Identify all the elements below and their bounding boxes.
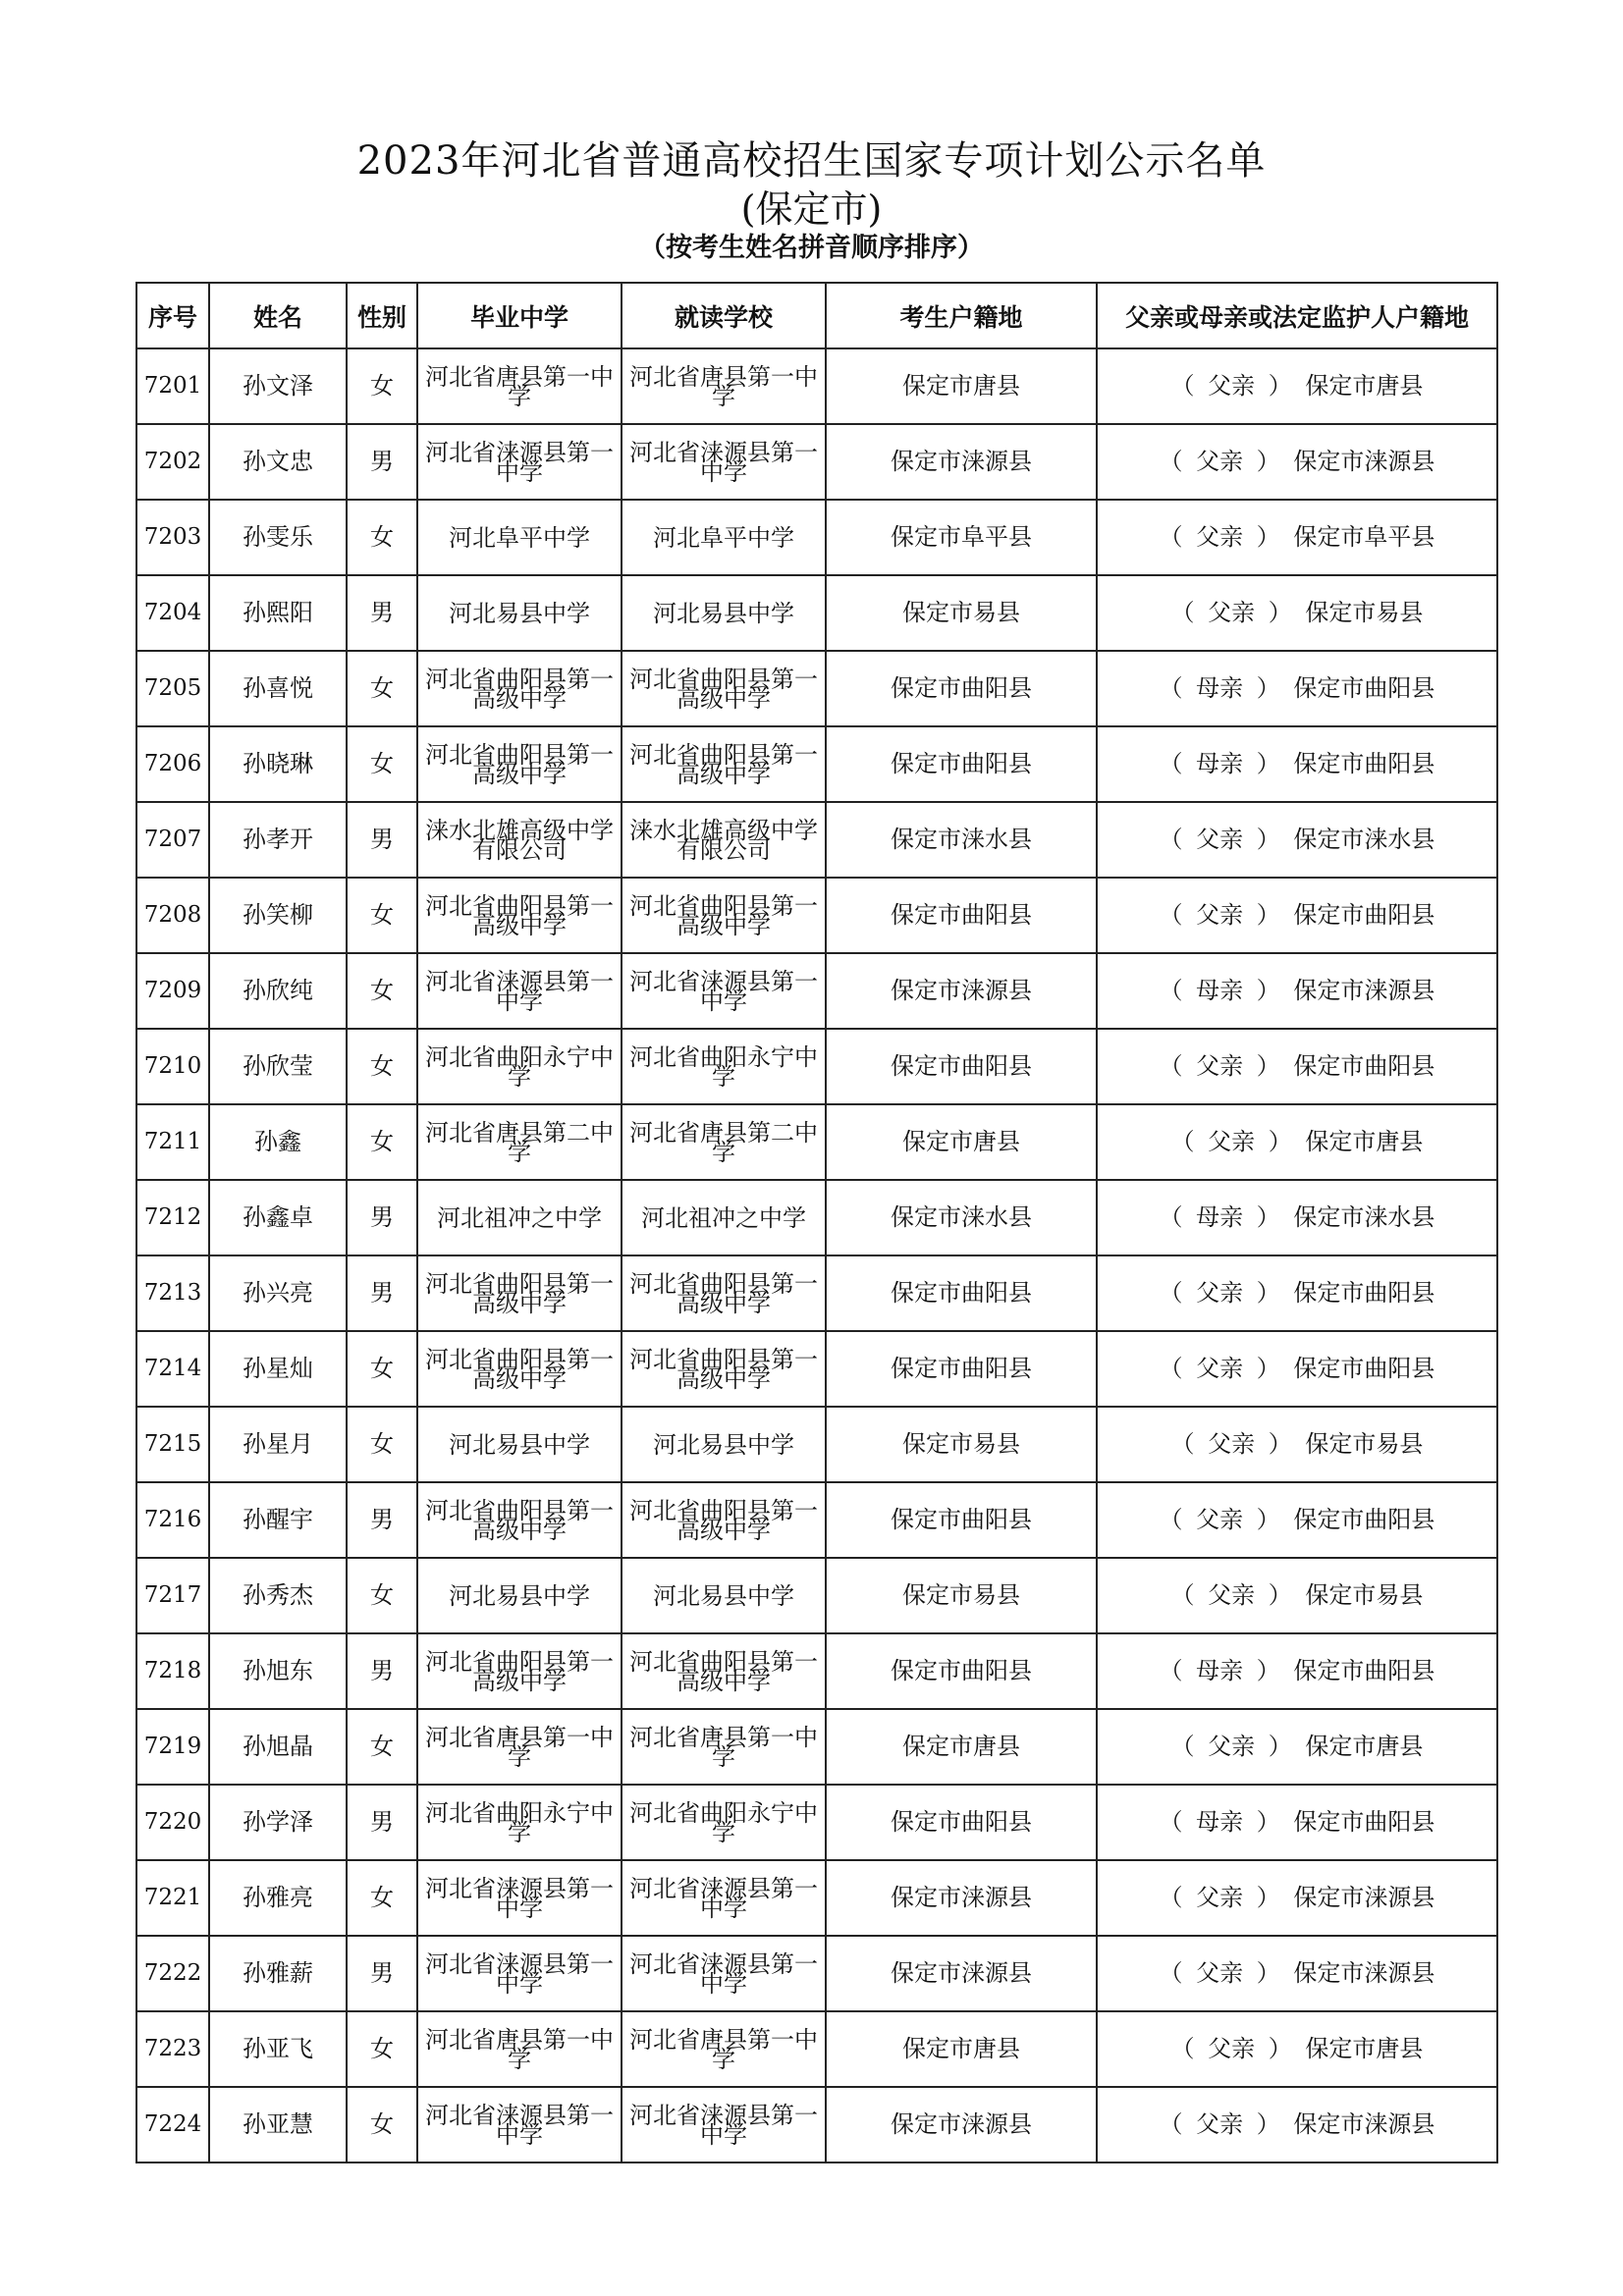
cell-gender: 女 [347,651,417,726]
cell-household-registration: 保定市涞源县 [826,2087,1097,2163]
cell-household-registration: 保定市曲阳县 [826,651,1097,726]
cell-current-school: 河北省曲阳县第一高级中学 [622,1255,826,1331]
cell-guardian-registration: （ 父亲 ） 保定市唐县 [1097,1709,1497,1785]
table-row [136,424,1497,500]
header-seq: 序号 [136,283,209,348]
cell-name: 孙亚飞 [209,2011,347,2087]
cell-guardian-registration: （ 父亲 ） 保定市唐县 [1097,2011,1497,2087]
cell-graduation-school: 河北省涞源县第一中学 [417,953,622,1029]
cell-name: 孙欣纯 [209,953,347,1029]
cell-guardian-registration: （ 父亲 ） 保定市曲阳县 [1097,1029,1497,1104]
table-row [136,1104,1497,1180]
cell-graduation-school: 河北易县中学 [417,1407,622,1482]
cell-guardian-registration: （ 父亲 ） 保定市易县 [1097,575,1497,651]
cell-gender: 男 [347,1785,417,1860]
table-row [136,1936,1497,2011]
table-row [136,953,1497,1029]
table-row [136,878,1497,953]
cell-gender: 男 [347,424,417,500]
cell-household-registration: 保定市涞源县 [826,1860,1097,1936]
table-row [136,1029,1497,1104]
header-household-registration: 考生户籍地 [826,283,1097,348]
cell-gender: 女 [347,1331,417,1407]
cell-guardian-registration: （ 父亲 ） 保定市涞水县 [1097,802,1497,878]
cell-gender: 男 [347,1180,417,1255]
cell-name: 孙兴亮 [209,1255,347,1331]
cell-seq: 7215 [136,1407,209,1482]
cell-gender: 女 [347,878,417,953]
cell-seq: 7209 [136,953,209,1029]
cell-current-school: 河北祖冲之中学 [622,1180,826,1255]
cell-name: 孙孝开 [209,802,347,878]
cell-household-registration: 保定市唐县 [826,348,1097,424]
cell-guardian-registration: （ 父亲 ） 保定市唐县 [1097,348,1497,424]
cell-gender: 男 [347,575,417,651]
cell-seq: 7218 [136,1633,209,1709]
cell-household-registration: 保定市涞水县 [826,802,1097,878]
cell-gender: 女 [347,726,417,802]
table-row [136,348,1497,424]
cell-gender: 女 [347,953,417,1029]
cell-gender: 男 [347,1936,417,2011]
cell-gender: 女 [347,500,417,575]
cell-graduation-school: 河北省曲阳县第一高级中学 [417,726,622,802]
cell-current-school: 河北省涞源县第一中学 [622,2087,826,2163]
cell-seq: 7211 [136,1104,209,1180]
cell-household-registration: 保定市曲阳县 [826,1255,1097,1331]
cell-name: 孙鑫卓 [209,1180,347,1255]
cell-name: 孙晓琳 [209,726,347,802]
header-current-school: 就读学校 [622,283,826,348]
cell-guardian-registration: （ 父亲 ） 保定市曲阳县 [1097,1331,1497,1407]
header-guardian-registration: 父亲或母亲或法定监护人户籍地 [1097,283,1497,348]
cell-gender: 男 [347,1633,417,1709]
cell-current-school: 河北省唐县第一中学 [622,348,826,424]
header-name: 姓名 [209,283,347,348]
cell-seq: 7203 [136,500,209,575]
cell-graduation-school: 河北阜平中学 [417,500,622,575]
cell-graduation-school: 河北省曲阳县第一高级中学 [417,878,622,953]
cell-household-registration: 保定市曲阳县 [826,1029,1097,1104]
header-gender: 性别 [347,283,417,348]
cell-household-registration: 保定市涞源县 [826,424,1097,500]
cell-guardian-registration: （ 父亲 ） 保定市易县 [1097,1558,1497,1633]
cell-name: 孙秀杰 [209,1558,347,1633]
cell-graduation-school: 河北省曲阳永宁中学 [417,1029,622,1104]
cell-current-school: 河北省唐县第二中学 [622,1104,826,1180]
table-row [136,1180,1497,1255]
cell-name: 孙雯乐 [209,500,347,575]
cell-name: 孙雅薪 [209,1936,347,2011]
cell-current-school: 河北省涞源县第一中学 [622,424,826,500]
cell-guardian-registration: （ 母亲 ） 保定市曲阳县 [1097,726,1497,802]
cell-current-school: 河北易县中学 [622,575,826,651]
cell-graduation-school: 河北省唐县第一中学 [417,348,622,424]
cell-graduation-school: 涞水北雄高级中学有限公司 [417,802,622,878]
cell-current-school: 河北省曲阳永宁中学 [622,1785,826,1860]
cell-seq: 7206 [136,726,209,802]
cell-seq: 7217 [136,1558,209,1633]
cell-seq: 7201 [136,348,209,424]
cell-name: 孙学泽 [209,1785,347,1860]
cell-name: 孙欣莹 [209,1029,347,1104]
cell-seq: 7219 [136,1709,209,1785]
cell-seq: 7213 [136,1255,209,1331]
table-row [136,1860,1497,1936]
table-row [136,500,1497,575]
cell-seq: 7216 [136,1482,209,1558]
document-sort-note: （按考生姓名拼音顺序排序） [639,233,984,263]
cell-name: 孙雅亮 [209,1860,347,1936]
table-row [136,651,1497,726]
table-row [136,1558,1497,1633]
cell-name: 孙星月 [209,1407,347,1482]
table-row [136,1407,1497,1482]
cell-name: 孙笑柳 [209,878,347,953]
cell-seq: 7214 [136,1331,209,1407]
cell-gender: 女 [347,348,417,424]
cell-graduation-school: 河北省曲阳县第一高级中学 [417,1331,622,1407]
cell-seq: 7224 [136,2087,209,2163]
cell-household-registration: 保定市唐县 [826,2011,1097,2087]
cell-seq: 7205 [136,651,209,726]
cell-household-registration: 保定市涞源县 [826,953,1097,1029]
table-row [136,1255,1497,1331]
cell-graduation-school: 河北易县中学 [417,1558,622,1633]
document-subtitle: (保定市) [740,187,883,231]
cell-seq: 7221 [136,1860,209,1936]
cell-guardian-registration: （ 母亲 ） 保定市曲阳县 [1097,1633,1497,1709]
cell-guardian-registration: （ 父亲 ） 保定市涞源县 [1097,1860,1497,1936]
table-row [136,1633,1497,1709]
cell-name: 孙星灿 [209,1331,347,1407]
cell-gender: 女 [347,1104,417,1180]
cell-current-school: 河北省曲阳县第一高级中学 [622,878,826,953]
cell-name: 孙旭东 [209,1633,347,1709]
cell-gender: 女 [347,1860,417,1936]
cell-current-school: 涞水北雄高级中学有限公司 [622,802,826,878]
cell-name: 孙文泽 [209,348,347,424]
document-title: 2023年河北省普通高校招生国家专项计划公示名单 [356,138,1267,184]
header-graduation-school: 毕业中学 [417,283,622,348]
cell-current-school: 河北省涞源县第一中学 [622,953,826,1029]
cell-graduation-school: 河北省曲阳永宁中学 [417,1785,622,1860]
cell-current-school: 河北省曲阳县第一高级中学 [622,1633,826,1709]
cell-graduation-school: 河北省涞源县第一中学 [417,1936,622,2011]
cell-gender: 女 [347,1709,417,1785]
cell-graduation-school: 河北省曲阳县第一高级中学 [417,651,622,726]
cell-graduation-school: 河北省曲阳县第一高级中学 [417,1482,622,1558]
cell-household-registration: 保定市曲阳县 [826,1633,1097,1709]
cell-current-school: 河北省曲阳县第一高级中学 [622,726,826,802]
cell-seq: 7222 [136,1936,209,2011]
roster-table [135,282,1498,2163]
cell-graduation-school: 河北省唐县第一中学 [417,2011,622,2087]
cell-household-registration: 保定市涞水县 [826,1180,1097,1255]
cell-name: 孙喜悦 [209,651,347,726]
cell-graduation-school: 河北省唐县第二中学 [417,1104,622,1180]
cell-household-registration: 保定市曲阳县 [826,1331,1097,1407]
cell-seq: 7202 [136,424,209,500]
cell-guardian-registration: （ 父亲 ） 保定市易县 [1097,1407,1497,1482]
cell-guardian-registration: （ 母亲 ） 保定市涞源县 [1097,953,1497,1029]
cell-graduation-school: 河北易县中学 [417,575,622,651]
cell-current-school: 河北省曲阳县第一高级中学 [622,651,826,726]
cell-current-school: 河北省曲阳县第一高级中学 [622,1482,826,1558]
cell-seq: 7210 [136,1029,209,1104]
cell-gender: 男 [347,1255,417,1331]
cell-graduation-school: 河北省曲阳县第一高级中学 [417,1255,622,1331]
table-row [136,1331,1497,1407]
cell-name: 孙文忠 [209,424,347,500]
cell-current-school: 河北易县中学 [622,1558,826,1633]
cell-guardian-registration: （ 父亲 ） 保定市阜平县 [1097,500,1497,575]
table-row [136,575,1497,651]
cell-current-school: 河北阜平中学 [622,500,826,575]
cell-household-registration: 保定市唐县 [826,1709,1097,1785]
cell-name: 孙鑫 [209,1104,347,1180]
table-row [136,1785,1497,1860]
cell-gender: 女 [347,2011,417,2087]
cell-graduation-school: 河北省涞源县第一中学 [417,424,622,500]
cell-household-registration: 保定市易县 [826,1407,1097,1482]
cell-current-school: 河北省曲阳县第一高级中学 [622,1331,826,1407]
cell-household-registration: 保定市曲阳县 [826,878,1097,953]
cell-name: 孙亚慧 [209,2087,347,2163]
cell-guardian-registration: （ 父亲 ） 保定市曲阳县 [1097,1482,1497,1558]
cell-household-registration: 保定市阜平县 [826,500,1097,575]
cell-household-registration: 保定市易县 [826,1558,1097,1633]
cell-graduation-school: 河北省涞源县第一中学 [417,1860,622,1936]
table-row [136,1709,1497,1785]
cell-guardian-registration: （ 母亲 ） 保定市涞水县 [1097,1180,1497,1255]
cell-seq: 7207 [136,802,209,878]
cell-seq: 7212 [136,1180,209,1255]
cell-seq: 7220 [136,1785,209,1860]
cell-gender: 女 [347,2087,417,2163]
cell-gender: 女 [347,1558,417,1633]
cell-household-registration: 保定市曲阳县 [826,1482,1097,1558]
cell-household-registration: 保定市曲阳县 [826,1785,1097,1860]
cell-graduation-school: 河北省曲阳县第一高级中学 [417,1633,622,1709]
table-header-row [136,283,1497,348]
cell-guardian-registration: （ 父亲 ） 保定市涞源县 [1097,1936,1497,2011]
cell-guardian-registration: （ 父亲 ） 保定市涞源县 [1097,2087,1497,2163]
cell-gender: 女 [347,1407,417,1482]
table-row [136,726,1497,802]
cell-current-school: 河北省涞源县第一中学 [622,1860,826,1936]
cell-name: 孙熙阳 [209,575,347,651]
cell-household-registration: 保定市涞源县 [826,1936,1097,2011]
table-row [136,2087,1497,2163]
cell-current-school: 河北易县中学 [622,1407,826,1482]
table-row [136,1482,1497,1558]
cell-graduation-school: 河北祖冲之中学 [417,1180,622,1255]
cell-gender: 女 [347,1029,417,1104]
table-row [136,2011,1497,2087]
cell-guardian-registration: （ 父亲 ） 保定市曲阳县 [1097,878,1497,953]
cell-guardian-registration: （ 父亲 ） 保定市唐县 [1097,1104,1497,1180]
cell-guardian-registration: （ 父亲 ） 保定市涞源县 [1097,424,1497,500]
cell-current-school: 河北省涞源县第一中学 [622,1936,826,2011]
cell-household-registration: 保定市曲阳县 [826,726,1097,802]
cell-gender: 男 [347,802,417,878]
cell-seq: 7223 [136,2011,209,2087]
cell-guardian-registration: （ 母亲 ） 保定市曲阳县 [1097,1785,1497,1860]
cell-household-registration: 保定市唐县 [826,1104,1097,1180]
table-row [136,802,1497,878]
cell-current-school: 河北省唐县第一中学 [622,1709,826,1785]
cell-graduation-school: 河北省涞源县第一中学 [417,2087,622,2163]
cell-household-registration: 保定市易县 [826,575,1097,651]
cell-current-school: 河北省唐县第一中学 [622,2011,826,2087]
cell-seq: 7204 [136,575,209,651]
cell-current-school: 河北省曲阳永宁中学 [622,1029,826,1104]
cell-name: 孙旭晶 [209,1709,347,1785]
cell-guardian-registration: （ 母亲 ） 保定市曲阳县 [1097,651,1497,726]
cell-gender: 男 [347,1482,417,1558]
cell-name: 孙醒宇 [209,1482,347,1558]
cell-seq: 7208 [136,878,209,953]
cell-guardian-registration: （ 父亲 ） 保定市曲阳县 [1097,1255,1497,1331]
cell-graduation-school: 河北省唐县第一中学 [417,1709,622,1785]
